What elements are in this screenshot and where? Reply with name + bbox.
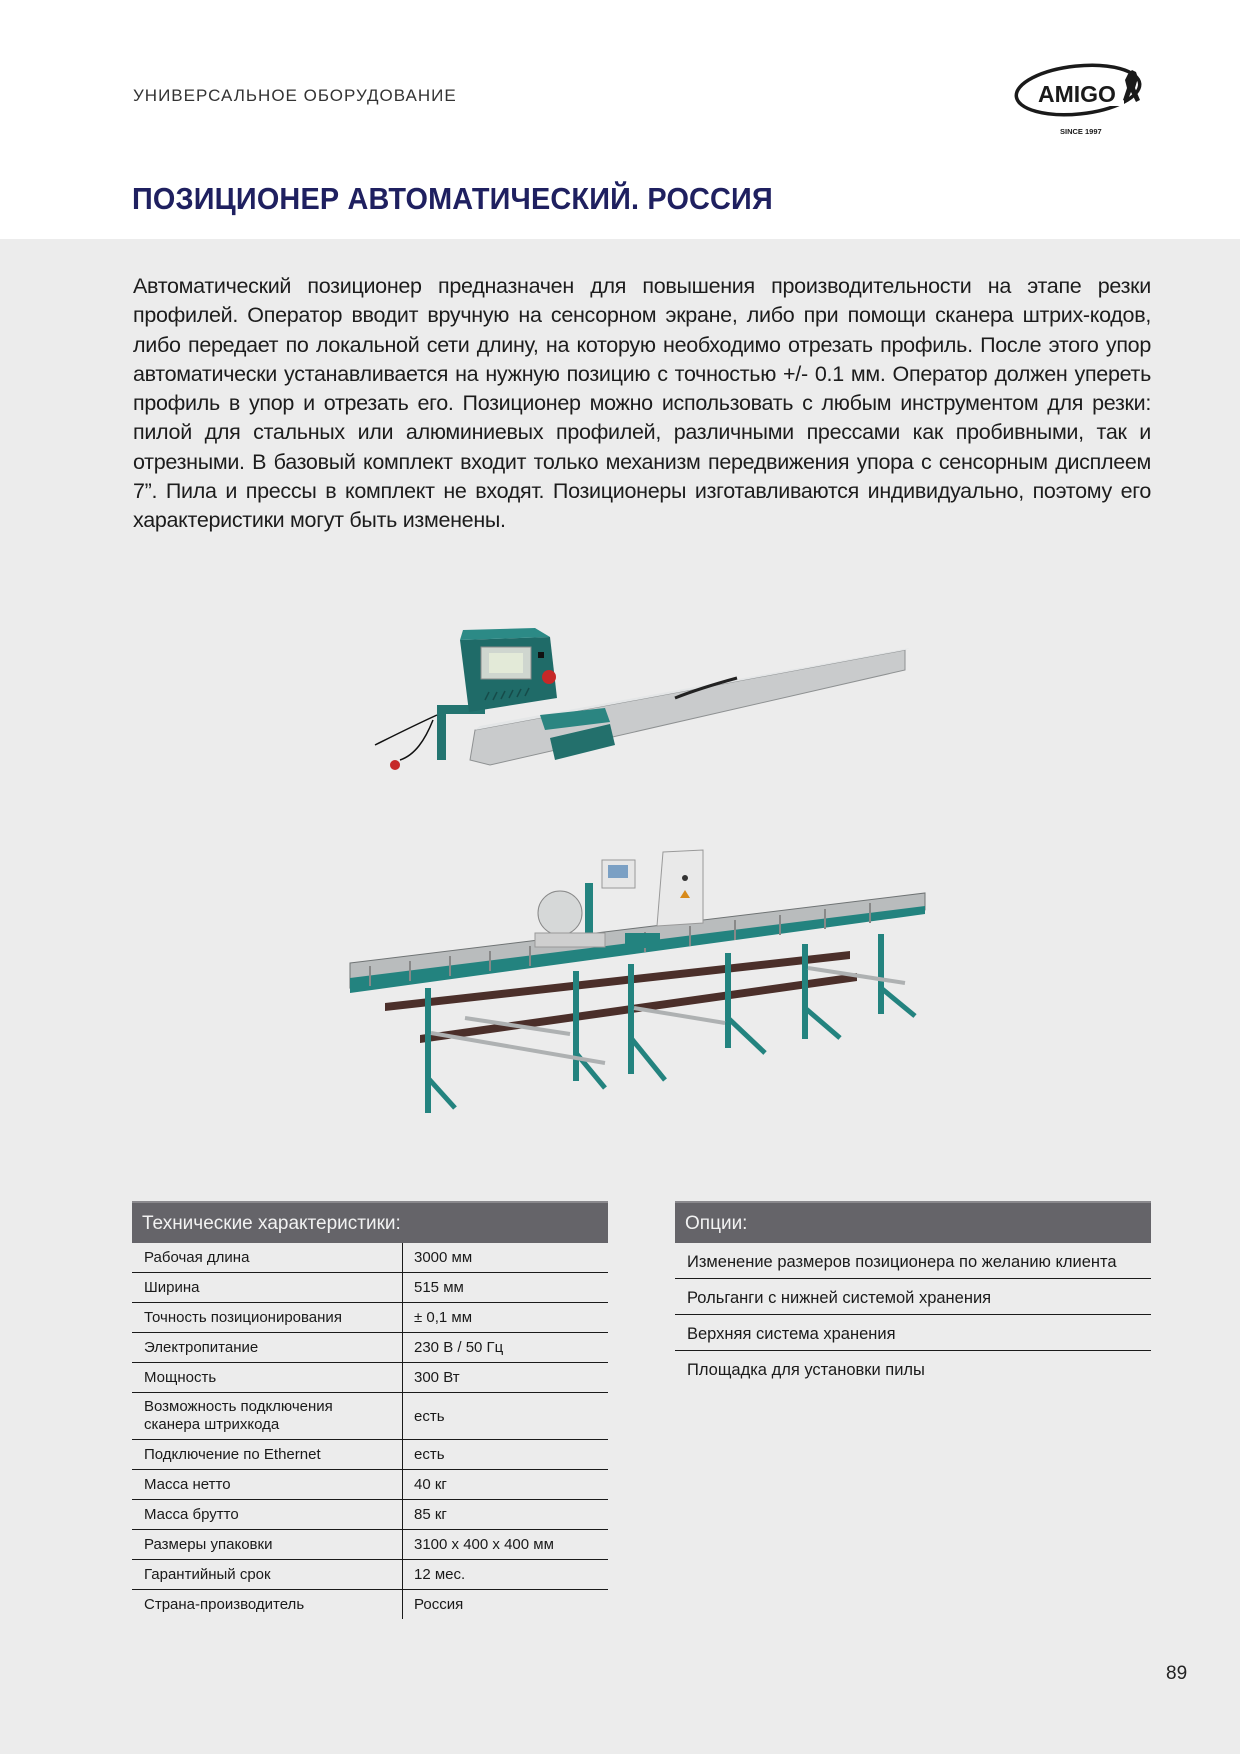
spec-row: [132, 1363, 608, 1393]
spec-label: Гарантийный срок: [132, 1560, 403, 1589]
page-title: ПОЗИЦИОНЕР АВТОМАТИЧЕСКИЙ. РОССИЯ: [132, 181, 773, 216]
spec-value: Россия: [414, 1596, 464, 1613]
logo-brand-text: AMIGO: [1038, 81, 1116, 107]
spec-label: Мощность: [132, 1363, 403, 1392]
specs-table-body: [132, 1243, 608, 1619]
amigo-logo: [1010, 60, 1158, 142]
specs-table: [132, 1201, 608, 1619]
spec-row: [132, 1243, 608, 1273]
spec-row: [132, 1303, 608, 1333]
spec-row: [132, 1590, 608, 1619]
section-label: УНИВЕРСАЛЬНОЕ ОБОРУДОВАНИЕ: [133, 86, 457, 105]
spec-label: Точность позиционирования: [132, 1303, 403, 1332]
spec-value: ± 0,1 мм: [414, 1309, 473, 1326]
spec-value: есть: [414, 1446, 445, 1463]
option-item: Площадка для установки пилы: [687, 1361, 925, 1379]
spec-row: [132, 1560, 608, 1590]
positioner-photo: [365, 620, 920, 780]
spec-label: Рабочая длина: [132, 1243, 403, 1272]
spec-row: [132, 1470, 608, 1500]
option-item: Верхняя система хранения: [675, 1315, 1151, 1351]
spec-value: 40 кг: [414, 1476, 447, 1493]
spec-label: Масса брутто: [132, 1500, 403, 1529]
spec-label: Масса нетто: [132, 1470, 403, 1499]
spec-row: [132, 1273, 608, 1303]
spec-value: есть: [414, 1407, 445, 1425]
option-item: Изменение размеров позиционера по желанию клиента: [675, 1243, 1151, 1279]
spec-label: Электропитание: [132, 1333, 403, 1362]
spec-value: 515 мм: [414, 1279, 464, 1296]
page-number: 89: [1166, 1663, 1188, 1684]
spec-row: [132, 1393, 608, 1440]
spec-label: Размеры упаковки: [132, 1530, 403, 1559]
spec-row: [132, 1500, 608, 1530]
logo-tagline: SINCE 1997: [1060, 127, 1102, 136]
spec-row: [132, 1440, 608, 1470]
spec-value: 300 Вт: [414, 1369, 460, 1386]
specs-table-header: Технические характеристики:: [132, 1201, 608, 1243]
options-list: [675, 1201, 1151, 1386]
spec-label: Возможность подключения сканера штрихкода: [132, 1393, 403, 1439]
spec-label: Ширина: [132, 1273, 403, 1302]
spec-row: [132, 1333, 608, 1363]
options-body: [675, 1243, 1151, 1386]
spec-value: 230 В / 50 Гц: [414, 1339, 504, 1356]
spec-value: 85 кг: [414, 1506, 447, 1523]
spec-label: Страна-производитель: [132, 1590, 403, 1619]
spec-label: Подключение по Ethernet: [132, 1440, 403, 1469]
option-item: Рольганги с нижней системой хранения: [675, 1279, 1151, 1315]
options-header: Опции:: [675, 1201, 1151, 1243]
roller-table-photo: [345, 838, 935, 1128]
spec-value: 3100 x 400 x 400 мм: [414, 1536, 554, 1553]
spec-value: 12 мес.: [414, 1566, 466, 1583]
product-description: Автоматический позиционер предназначен для повышения производительности на этапе резки профилей. Оператор вводит вручную на сенсорном экране, либо при помощи сканера штрих-кодов, либо передает по локальной сети длину, на которую необходимо отрезать профиль. После этого упор автоматически устанавливается на нужную позицию с точностью +/- 0.1 мм. Оператор должен упереть профиль в упор и отрезать его. Позиционер можно использовать с любым инструментом для резки: пилой для стальных или алюминиевых профилей, различными прессами как пробивными, так и отрезными. В базовый комплект входит только механизм передвижения упора с сенсорным дисплеем 7”. Пила и прессы в комплект не входят. Позиционеры изготавливаются индивидуально, поэтому его характеристики могут быть изменены.: [133, 274, 1151, 533]
spec-row: [132, 1530, 608, 1560]
spec-value: 3000 мм: [414, 1249, 473, 1266]
